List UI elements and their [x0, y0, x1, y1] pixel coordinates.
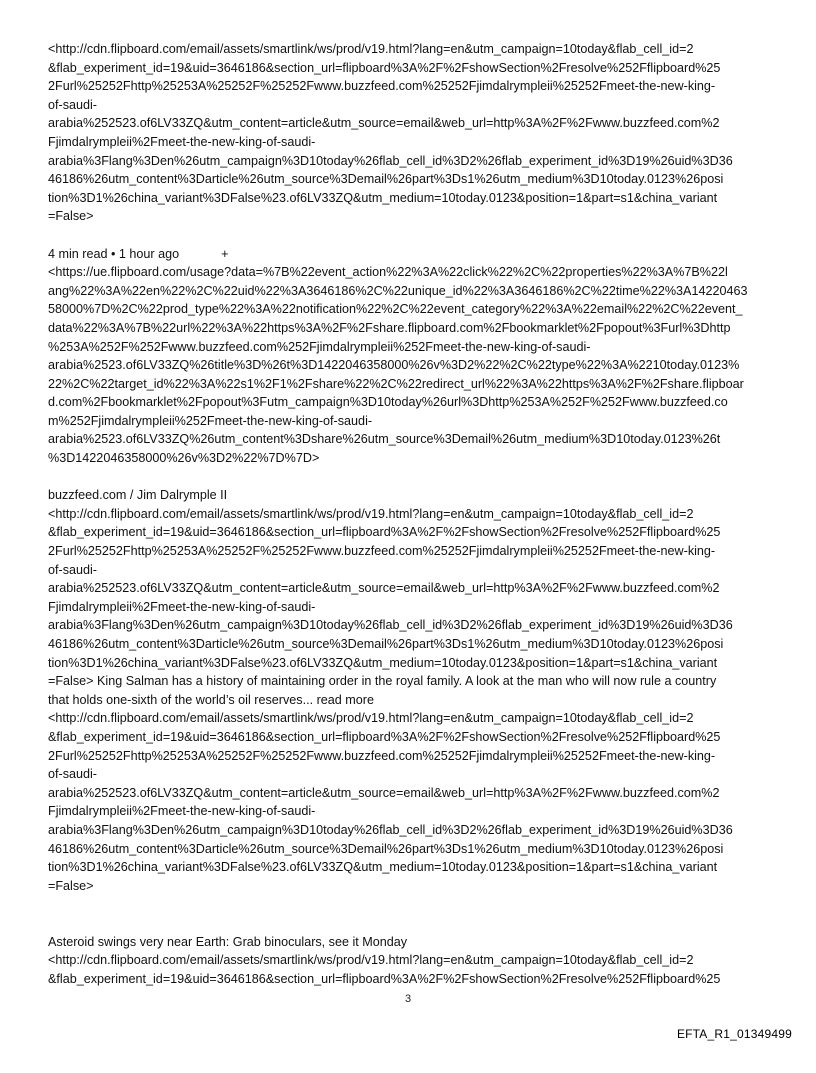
text-line[interactable]: arabia%3Flang%3Den%26utm_campaign%3D10today%26flab_cell_id%3D2%26flab_experiment_id%3D19%26uid%3D36	[48, 153, 733, 168]
text-line[interactable]: 2Furl%25252Fhttp%25253A%25252F%25252Fwww.buzzfeed.com%25252Fjimdalrympleii%25252Fmeet-the-new-king-	[48, 544, 716, 559]
text-line[interactable]: data%22%3A%7B%22url%22%3A%22https%3A%2F%2Fshare.flipboard.com%2Fbookmarklet%2Fpopout%3Furl%3Dhttp	[48, 320, 731, 335]
spacer	[48, 226, 770, 245]
text-line[interactable]: Fjimdalrympleii%2Fmeet-the-new-king-of-saudi-	[48, 134, 316, 149]
text-line[interactable]: 2Furl%25252Fhttp%25253A%25252F%25252Fwww.buzzfeed.com%25252Fjimdalrympleii%25252Fmeet-the-new-king-	[48, 748, 716, 763]
text-line[interactable]: &flab_experiment_id=19&uid=3646186&section_url=flipboard%3A%2F%2FshowSection%2Fresolve%252Fflipboard%25	[48, 729, 721, 744]
text-line[interactable]: of-saudi-	[48, 562, 97, 577]
paragraph-meta-share	[48, 245, 770, 468]
text-line[interactable]: tion%3D1%26china_variant%3DFalse%23.of6LV33ZQ&utm_medium=10today.0123&position=1&part=s1&china_variant	[48, 860, 718, 875]
text-line[interactable]: of-saudi-	[48, 767, 97, 782]
read-more-line[interactable]: that holds one-sixth of the world’s oil reserves... read more	[48, 692, 374, 707]
page-number: 3	[404, 993, 412, 1005]
text-line[interactable]: 22%2C%22target_id%22%3A%22s1%2F1%2Fshare%22%2C%22redirect_url%22%3A%22https%3A%2F%2Fshare.flipboar	[48, 376, 744, 391]
text-line[interactable]: <https://ue.flipboard.com/usage?data=%7B%22event_action%22%3A%22click%22%2C%22properties%22%3A%7B%22l	[48, 265, 728, 280]
text-line[interactable]: tion%3D1%26china_variant%3DFalse%23.of6LV33ZQ&utm_medium=10today.0123&position=1&part=s1&china_variant	[48, 190, 718, 205]
text-line[interactable]: %253A%252F%252Fwww.buzzfeed.com%252Fjimdalrympleii%252Fmeet-the-new-king-of-saudi-	[48, 339, 591, 354]
summary-line[interactable]: =False> King Salman has a history of maintaining order in the royal family. A look at the man who will now rule a country	[48, 674, 717, 689]
text-line[interactable]: Fjimdalrympleii%2Fmeet-the-new-king-of-saudi-	[48, 804, 316, 819]
source-byline: buzzfeed.com / Jim Dalrymple II	[48, 488, 228, 503]
paragraph-source-summary	[48, 486, 770, 895]
text-line[interactable]: d.com%2Fbookmarklet%2Fpopout%3Futm_campaign%3D10today%26url%3Dhttp%253A%252F%252Fwww.buzzfeed.co	[48, 395, 728, 410]
text-line[interactable]: <http://cdn.flipboard.com/email/assets/smartlink/ws/prod/v19.html?lang=en&utm_campaign=10today&flab_cell_id=2	[48, 953, 694, 968]
text-line[interactable]: arabia%252523.of6LV33ZQ&utm_content=article&utm_source=email&web_url=http%3A%2F%2Fwww.buzzfeed.com%2	[48, 785, 720, 800]
text-line[interactable]: <http://cdn.flipboard.com/email/assets/smartlink/ws/prod/v19.html?lang=en&utm_campaign=10today&flab_cell_id=2	[48, 42, 694, 56]
text-line[interactable]: &flab_experiment_id=19&uid=3646186&section_url=flipboard%3A%2F%2FshowSection%2Fresolve%252Fflipboard%25	[48, 60, 721, 75]
text-line[interactable]: 46186%26utm_content%3Darticle%26utm_source%3Demail%26part%3Ds1%26utm_medium%3D10today.0123%26posi	[48, 841, 724, 856]
text-line[interactable]: m%252Fjimdalrympleii%252Fmeet-the-new-king-of-saudi-	[48, 413, 373, 428]
text-line[interactable]: &flab_experiment_id=19&uid=3646186&section_url=flipboard%3A%2F%2FshowSection%2Fresolve%252Fflipboard%25	[48, 525, 721, 540]
text-line[interactable]: 58000%7D%2C%22prod_type%22%3A%22notification%22%2C%22event_category%22%3A%22email%22%2C%22event_	[48, 302, 743, 317]
paragraph-next-article	[48, 933, 770, 989]
text-line[interactable]: %3D1422046358000%26v%3D2%22%7D%7D>	[48, 451, 320, 466]
document-id: EFTA_R1_01349499	[676, 1027, 792, 1041]
text-line[interactable]: arabia%252523.of6LV33ZQ&utm_content=article&utm_source=email&web_url=http%3A%2F%2Fwww.buzzfeed.com%2	[48, 116, 720, 131]
read-time-meta: 4 min read • 1 hour ago +	[48, 246, 229, 261]
text-line[interactable]: arabia%252523.of6LV33ZQ&utm_content=article&utm_source=email&web_url=http%3A%2F%2Fwww.buzzfeed.com%2	[48, 581, 720, 596]
text-line[interactable]: tion%3D1%26china_variant%3DFalse%23.of6LV33ZQ&utm_medium=10today.0123&position=1&part=s1&china_variant	[48, 655, 718, 670]
spacer	[48, 468, 770, 487]
article-headline[interactable]: Asteroid swings very near Earth: Grab binoculars, see it Monday	[48, 934, 408, 949]
text-line[interactable]: =False>	[48, 209, 94, 224]
text-line[interactable]: <http://cdn.flipboard.com/email/assets/smartlink/ws/prod/v19.html?lang=en&utm_campaign=10today&flab_cell_id=2	[48, 506, 694, 521]
text-line[interactable]: ang%22%3A%22en%22%2C%22uid%22%3A3646186%2C%22unique_id%22%3A3646186%2C%22time%22%3A14220463	[48, 283, 748, 298]
spacer	[48, 895, 770, 932]
text-line[interactable]: arabia%2523.of6LV33ZQ%26title%3D%26t%3D1422046358000%26v%3D2%22%2C%22type%22%3A%2210today.0123%	[48, 358, 740, 373]
text-line[interactable]: <http://cdn.flipboard.com/email/assets/smartlink/ws/prod/v19.html?lang=en&utm_campaign=10today&flab_cell_id=2	[48, 711, 694, 726]
text-line[interactable]: 2Furl%25252Fhttp%25253A%25252F%25252Fwww.buzzfeed.com%25252Fjimdalrympleii%25252Fmeet-the-new-king-	[48, 79, 716, 94]
text-line[interactable]: =False>	[48, 878, 94, 893]
text-line[interactable]: Fjimdalrympleii%2Fmeet-the-new-king-of-saudi-	[48, 599, 316, 614]
document-body	[48, 40, 770, 988]
text-line[interactable]: arabia%3Flang%3Den%26utm_campaign%3D10today%26flab_cell_id%3D2%26flab_experiment_id%3D19%26uid%3D36	[48, 618, 733, 633]
text-line[interactable]: 46186%26utm_content%3Darticle%26utm_source%3Demail%26part%3Ds1%26utm_medium%3D10today.0123%26posi	[48, 637, 724, 651]
text-line[interactable]: 46186%26utm_content%3Darticle%26utm_source%3Demail%26part%3Ds1%26utm_medium%3D10today.0123%26posi	[48, 172, 724, 187]
text-line[interactable]: arabia%2523.of6LV33ZQ%26utm_content%3Dshare%26utm_source%3Demail%26utm_medium%3D10today.0123%26t	[48, 432, 721, 447]
text-line[interactable]: of-saudi-	[48, 97, 97, 112]
text-line[interactable]: &flab_experiment_id=19&uid=3646186&section_url=flipboard%3A%2F%2FshowSection%2Fresolve%252Fflipboard%25	[48, 971, 721, 986]
paragraph-article-link	[48, 40, 770, 226]
text-line[interactable]: arabia%3Flang%3Den%26utm_campaign%3D10today%26flab_cell_id%3D2%26flab_experiment_id%3D19%26uid%3D36	[48, 822, 733, 837]
